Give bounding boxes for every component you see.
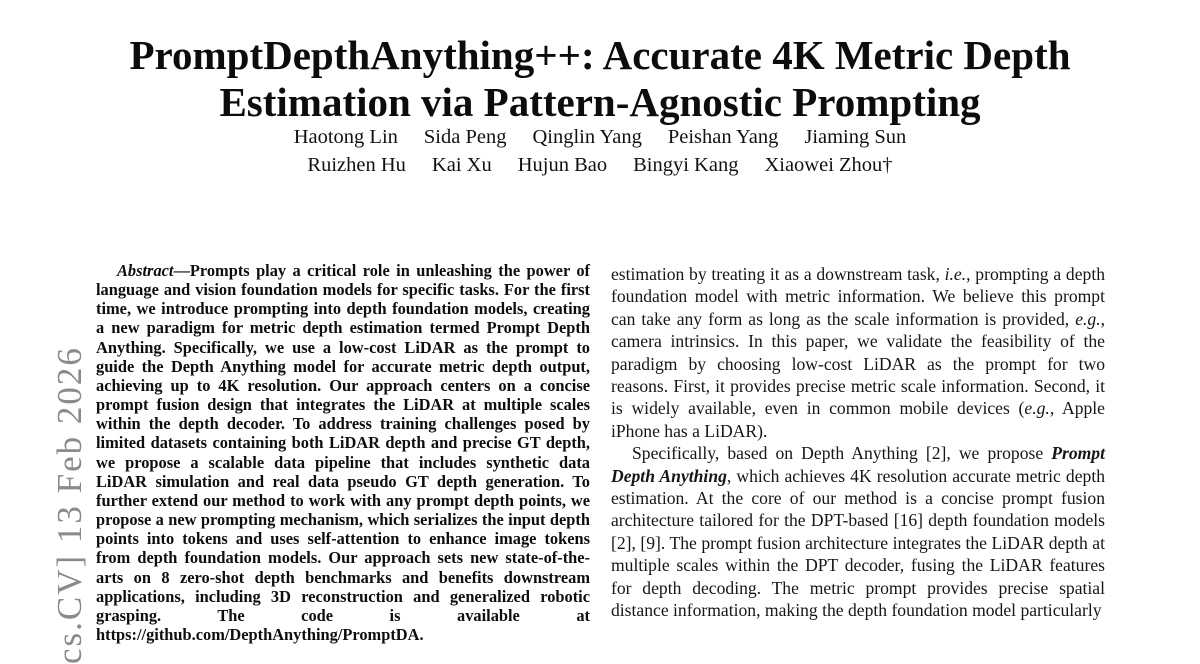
page-title [0,32,1200,126]
arxiv-watermark: cs.CV] 13 Feb 2026 [50,346,89,664]
abstract-label: Abstract [117,261,174,280]
body-paragraph-2: Specifically, based on Depth Anything [2], we propose Prompt Depth Anything, which achieves 4K resolution accurate metric depth estimation. At the core of our method is a concise prompt fusion architecture tailored for the DPT-based [16] depth foundation models [2], [9]. The prompt fusion architecture integrates the LiDAR depth at multiple scales within the DPT decoder, fusing the LiDAR features for depth decoding. The metric prompt provides precise spatial distance information, making the depth foundation model particularly [611,443,1106,621]
title-line-1: PromptDepthAnything++: Accurate 4K Metric Depth [129,32,1071,79]
author-row-1 [0,123,1200,151]
title-line-2: Estimation via Pattern-Agnostic Prompting [219,79,981,126]
author-name: Peishan Yang [667,126,779,148]
abstract-paragraph: Abstract—Prompts play a critical role in unleashing the power of language and vision foundation models for specific tasks. For the first time, we introduce prompting into depth foundation models, creating a new paradigm for metric depth estimation termed Prompt Depth Anything. Specifically, we use a low-cost LiDAR as the prompt to guide the Depth Anything model for accurate metric depth output, achieving up to 4K resolution. Our approach centers on a concise prompt fusion design that integrates the LiDAR at multiple scales within the depth decoder. To address training challenges posed by limited datasets containing both LiDAR depth and precise GT depth, we propose a scalable data pipeline that includes synthetic data LiDAR simulation and real data pseudo GT depth generation. To further extend our method to work with any prompt depth points, we propose a new prompting mechanism, which serializes the input depth points into tokens and uses self-attention to enhance image tokens from depth foundation models. Our approach sets new state-of-the-arts on 8 zero-shot depth benchmarks and benefits downstream applications, including 3D reconstruction and generalized robotic grasping. The code is available at https://github.com/DepthAnything/PromptDA. [96,261,590,644]
author-name: Jiaming Sun [804,126,907,148]
author-name: Bingyi Kang [633,154,739,176]
author-name: Sida Peng [423,126,507,148]
author-name: Hujun Bao [517,154,608,176]
author-name: Ruizhen Hu [307,154,406,176]
author-name: Qinglin Yang [532,126,642,148]
author-name: Xiaowei Zhou† [764,154,893,176]
right-column [611,263,1105,622]
left-column [96,261,590,644]
body-paragraph-1: estimation by treating it as a downstream task, i.e., prompting a depth foundation model with metric information. We believe this prompt can take any form as long as the scale information is provided, e.g., camera intrinsics. In this paper, we validate the feasibility of the paradigm by choosing low-cost LiDAR as the prompt for two reasons. First, it provides precise metric scale information. Second, it is widely available, even in common mobile devices (e.g., Apple iPhone has a LiDAR). [611,264,1106,441]
author-name: Kai Xu [431,154,492,176]
code-link[interactable]: https://github.com/DepthAnything/PromptDA [96,624,420,644]
author-row-2 [0,151,1200,179]
author-name: Haotong Lin [293,126,398,148]
author-list [0,123,1200,179]
